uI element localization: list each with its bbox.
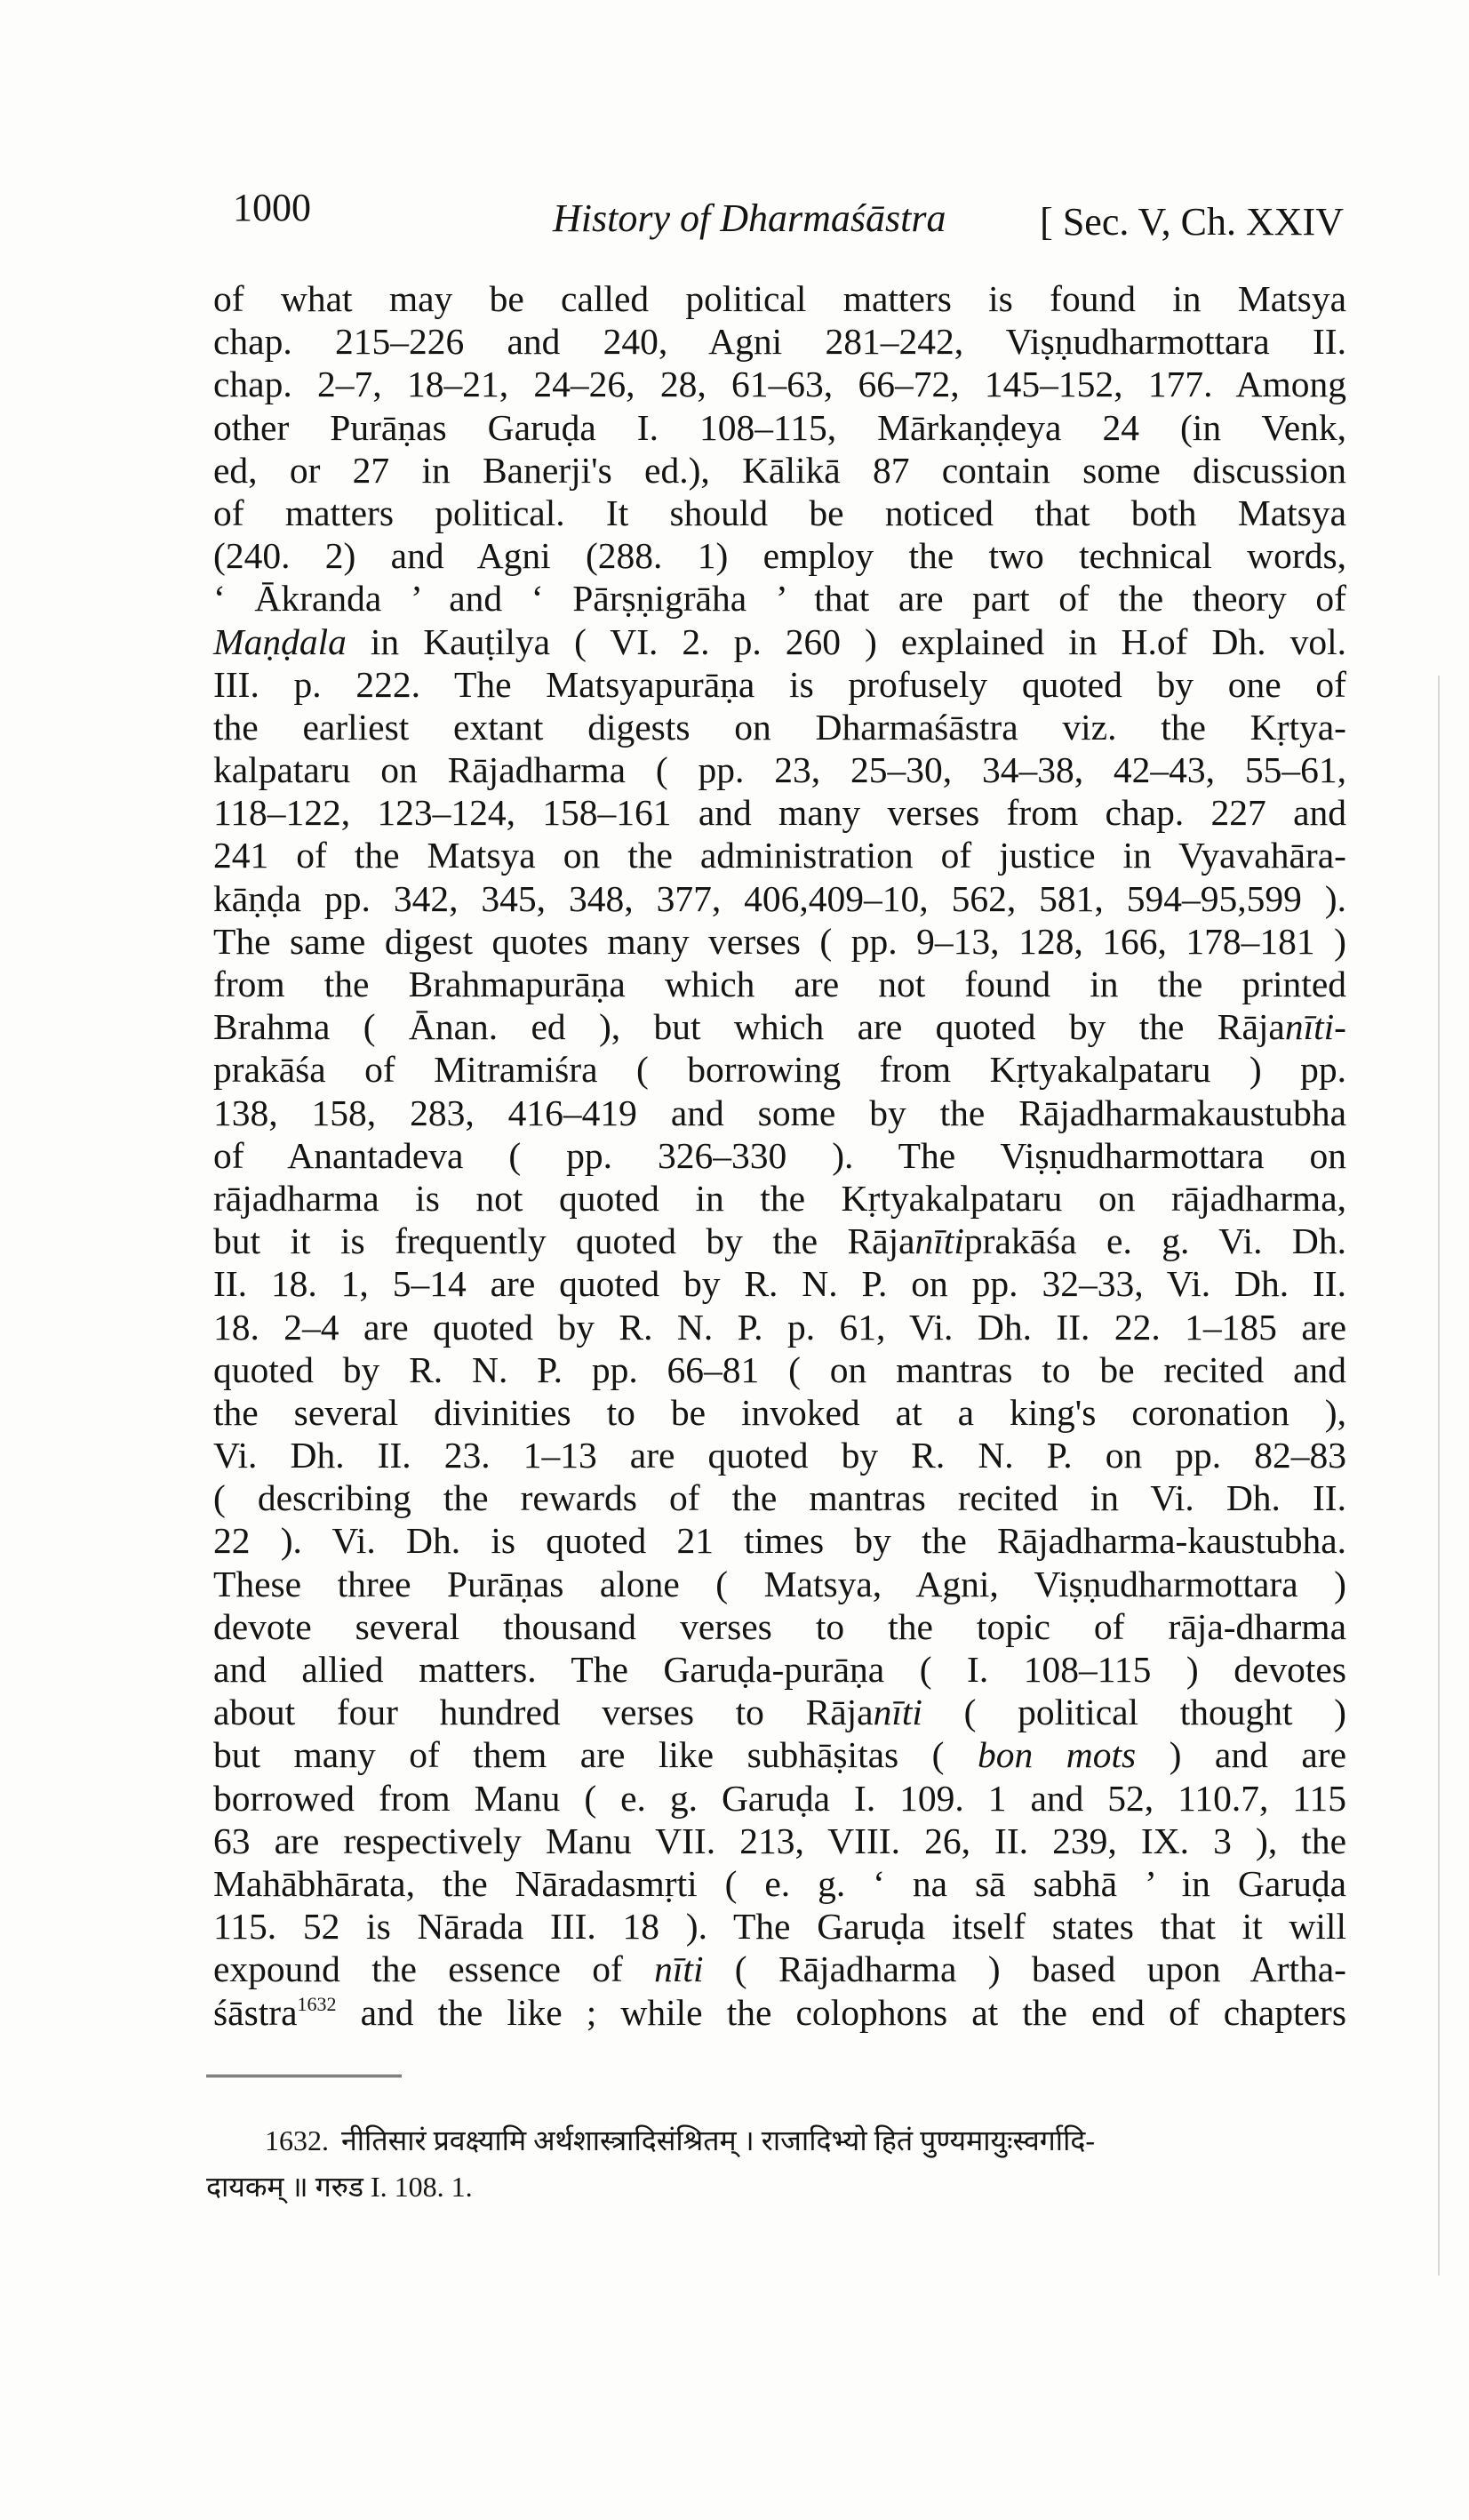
text-line: kāṇḍa pp. 342, 345, 348, 377, 406,409–10, 562, 581, 594–95,599 ). bbox=[213, 877, 1346, 919]
text-line: Brahma ( Ānan. ed ), but which are quoted by the Rājanīti- bbox=[213, 1006, 1346, 1048]
text-line: III. p. 222. The Matsyapurāṇa is profusely quoted by one of bbox=[213, 663, 1346, 705]
text-line: prakāśa of Mitramiśra ( borrowing from Kṛtyakalpataru ) pp. bbox=[213, 1049, 1346, 1091]
text-line: borrowed from Manu ( e. g. Garuḍa I. 109. 1 and 52, 110.7, 115 bbox=[213, 1777, 1346, 1819]
footnote-line bbox=[206, 2117, 1361, 2164]
text-line: chap. 2–7, 18–21, 24–26, 28, 61–63, 66–72, 145–152, 177. Among bbox=[213, 364, 1346, 405]
text-line: Mahābhārata, the Nāradasmṛti ( e. g. ‘ na sā sabhā ’ in Garuḍa bbox=[213, 1862, 1346, 1904]
text-line: Maṇḍala in Kauṭilya ( VI. 2. p. 260 ) explained in H.of Dh. vol. bbox=[213, 620, 1346, 662]
footnote-number: 1632. bbox=[265, 2124, 329, 2156]
text-line: from the Brahmapurāṇa which are not found in the printed bbox=[213, 964, 1346, 1004]
text-line: devote several thousand verses to the topic of rāja-dharma bbox=[213, 1605, 1346, 1647]
text-line: (240. 2) and Agni (288. 1) employ the two technical words, bbox=[213, 535, 1346, 577]
text-line: 63 are respectively Manu VII. 213, VIII. 26, II. 239, IX. 3 ), the bbox=[213, 1820, 1346, 1861]
footnote-reference: 1632 bbox=[297, 1992, 337, 2015]
text-line: about four hundred verses to Rājanīti ( political thought ) bbox=[213, 1692, 1346, 1733]
text-line: Vi. Dh. II. 23. 1–13 are quoted by R. N. P. on pp. 82–83 bbox=[213, 1435, 1346, 1476]
scan-margin-line bbox=[1438, 676, 1440, 2276]
footnote-line bbox=[206, 2164, 1361, 2210]
text-line: 118–122, 123–124, 158–161 and many verses from chap. 227 and bbox=[213, 792, 1346, 834]
text-line: The same digest quotes many verses ( pp. 9–13, 128, 166, 178–181 ) bbox=[213, 920, 1346, 962]
text-line: the earliest extant digests on Dharmaśāstra viz. the Kṛtya- bbox=[213, 706, 1346, 748]
text-line: rājadharma is not quoted in the Kṛtyakalpataru on rājadharma, bbox=[213, 1177, 1346, 1219]
text-line: 138, 158, 283, 416–419 and some by the Rājadharmakaustubha bbox=[213, 1092, 1346, 1133]
text-line: 115. 52 is Nārada III. 18 ). The Garuḍa itself states that it will bbox=[213, 1906, 1346, 1948]
text-line: 18. 2–4 are quoted by R. N. P. p. 61, Vi. Dh. II. 22. 1–185 are bbox=[213, 1306, 1346, 1348]
footnote bbox=[206, 2117, 1361, 2210]
text-line: expound the essence of nīti ( Rājadharma ) based upon Artha- bbox=[213, 1948, 1346, 1990]
footnote-text: नीतिसारं प्रवक्ष्यामि अर्थशास्त्रादिसंश्रितम् । राजादिभ्यो हितं पुण्यमायुःस्वर्गादि- bbox=[341, 2124, 1096, 2156]
footnote-text: दायकम् ॥ गरुड I. 108. 1. bbox=[206, 2171, 473, 2203]
text-line: of what may be called political matters is found in Matsya bbox=[213, 278, 1346, 319]
text-line: other Purāṇas Garuḍa I. 108–115, Mārkaṇḍeya 24 (in Venk, bbox=[213, 406, 1346, 448]
text-line: ( describing the rewards of the mantras recited in Vi. Dh. II. bbox=[213, 1477, 1346, 1519]
text-line: and allied matters. The Garuḍa-purāṇa ( I. 108–115 ) devotes bbox=[213, 1649, 1346, 1690]
page-number: 1000 bbox=[233, 186, 311, 229]
page-header bbox=[233, 185, 1344, 247]
text-line: chap. 215–226 and 240, Agni 281–242, Viṣṇudharmottara II. bbox=[213, 321, 1346, 363]
text-line: II. 18. 1, 5–14 are quoted by R. N. P. on pp. 32–33, Vi. Dh. II. bbox=[213, 1263, 1346, 1305]
text-line: kalpataru on Rājadharma ( pp. 23, 25–30, 34–38, 42–43, 55–61, bbox=[213, 749, 1346, 791]
text-line: These three Purāṇas alone ( Matsya, Agni, Viṣṇudharmottara ) bbox=[213, 1563, 1346, 1604]
text-line: 22 ). Vi. Dh. is quoted 21 times by the Rājadharma-kaustubha. bbox=[213, 1520, 1346, 1562]
text-line-last bbox=[213, 1991, 1346, 2034]
text-fragment: and the like ; while the colophons at the end of chapters bbox=[336, 1991, 1346, 2033]
text-line: the several divinities to be invoked at a king's coronation ), bbox=[213, 1391, 1346, 1433]
text-line: but many of them are like subhāṣitas ( bon mots ) and are bbox=[213, 1734, 1346, 1776]
text-line: ‘ Ākranda ’ and ‘ Pārṣṇigrāha ’ that are part of the theory of bbox=[213, 578, 1346, 620]
text-line: ed, or 27 in Banerji's ed.), Kālikā 87 contain some discussion bbox=[213, 449, 1346, 491]
running-title: History of Dharmaśāstra bbox=[553, 196, 946, 240]
text-line: 241 of the Matsya on the administration of justice in Vyavahāra- bbox=[213, 835, 1346, 876]
text-line: of matters political. It should be noticed that both Matsya bbox=[213, 492, 1346, 533]
text-line: of Anantadeva ( pp. 326–330 ). The Viṣṇudharmottara on bbox=[213, 1134, 1346, 1176]
text-line: but it is frequently quoted by the Rājanītiprakāśa e. g. Vi. Dh. bbox=[213, 1220, 1346, 1262]
text-line: quoted by R. N. P. pp. 66–81 ( on mantras to be recited and bbox=[213, 1348, 1346, 1390]
text-fragment: śāstra bbox=[213, 1991, 298, 2033]
footnote-rule bbox=[206, 2075, 402, 2077]
body-text bbox=[213, 277, 1346, 2034]
section-reference: [ Sec. V, Ch. XXIV bbox=[1040, 200, 1344, 244]
